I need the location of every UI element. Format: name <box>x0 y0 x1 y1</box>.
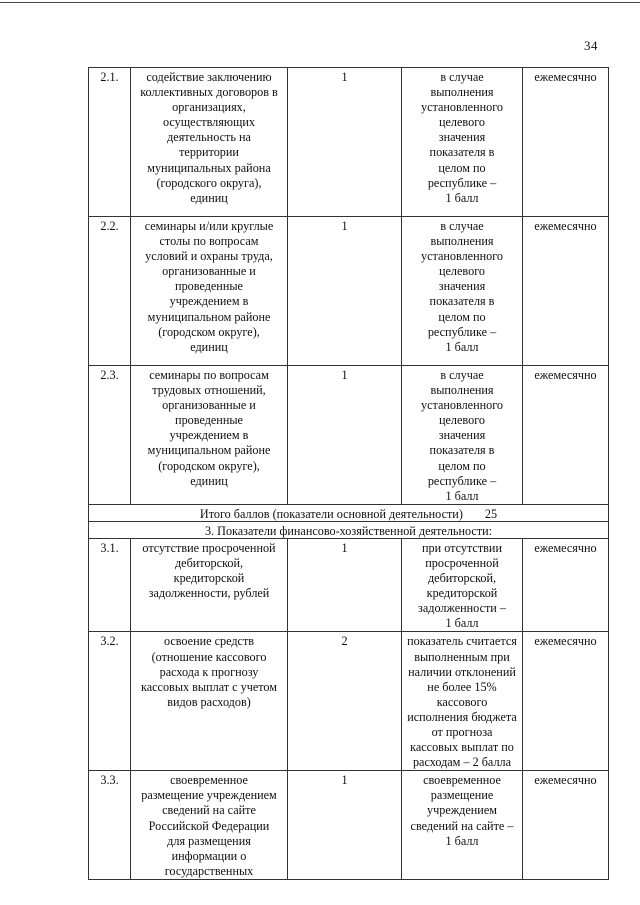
indicator-cell: семинары по вопросам трудовых отношений, организованные и проведенные учреждением в муниципальном районе (городском округе), единиц <box>131 366 288 505</box>
indicators-table <box>88 67 609 880</box>
criterion-cell: в случае выполнения установленного целевого значения показателя в целом по республике – 1 балл <box>402 68 523 217</box>
criterion-cell: при отсутствии просроченной дебиторской, кредиторской задолженности – 1 балл <box>402 538 523 632</box>
points-cell: 1 <box>288 68 402 217</box>
points-cell: 1 <box>288 771 402 880</box>
period-cell: ежемесячно <box>523 632 609 771</box>
row-number: 3.2. <box>89 632 131 771</box>
points-cell: 1 <box>288 538 402 632</box>
criterion-cell: своевременное размещение учреждением сведений на сайте – 1 балл <box>402 771 523 880</box>
indicator-cell: семинары и/или круглые столы по вопросам условий и охраны труда, организованные и проведенные учреждением в муниципальном районе (городском округе), единиц <box>131 217 288 366</box>
table-row <box>89 68 609 217</box>
criterion-cell: в случае выполнения установленного целевого значения показателя в целом по республике – 1 балл <box>402 217 523 366</box>
criterion-cell: показатель считается выполненным при наличии отклонений не более 15% кассового исполнения бюджета от прогноза кассовых выплат по расходам – 2 балла <box>402 632 523 771</box>
criterion-cell: в случае выполнения установленного целевого значения показателя в целом по республике – 1 балл <box>402 366 523 505</box>
indicator-cell: своевременное размещение учреждением сведений на сайте Российской Федерации для размещения информации о государственных <box>131 771 288 880</box>
table-row <box>89 771 609 880</box>
row-number: 3.1. <box>89 538 131 632</box>
table-row <box>89 632 609 771</box>
indicator-cell: освоение средств (отношение кассового расхода к прогнозу кассовых выплат с учетом видов расходов) <box>131 632 288 771</box>
total-label: Итого баллов (показатели основной деятельности) <box>199 506 463 521</box>
indicator-cell: содействие заключению коллективных договоров в организациях, осуществляющих деятельность на территории муниципальных района (городского округа), единиц <box>131 68 288 217</box>
total-score: 25 <box>484 506 498 521</box>
period-cell: ежемесячно <box>523 68 609 217</box>
period-cell: ежемесячно <box>523 366 609 505</box>
row-number: 2.1. <box>89 68 131 217</box>
period-cell: ежемесячно <box>523 538 609 632</box>
points-cell: 1 <box>288 217 402 366</box>
points-cell: 2 <box>288 632 402 771</box>
page-number: 34 <box>584 38 598 53</box>
row-number: 2.2. <box>89 217 131 366</box>
row-number: 3.3. <box>89 771 131 880</box>
section-heading: 3. Показатели финансово-хозяйственной деятельности: <box>89 521 609 538</box>
total-cell <box>89 504 609 521</box>
period-cell: ежемесячно <box>523 771 609 880</box>
table-row <box>89 366 609 505</box>
indicator-cell: отсутствие просроченной дебиторской, кредиторской задолженности, рублей <box>131 538 288 632</box>
table-row <box>89 217 609 366</box>
period-cell: ежемесячно <box>523 217 609 366</box>
table-row <box>89 538 609 632</box>
section-heading-row <box>89 521 609 538</box>
points-cell: 1 <box>288 366 402 505</box>
row-number: 2.3. <box>89 366 131 505</box>
top-rule <box>0 2 640 3</box>
total-row <box>89 504 609 521</box>
